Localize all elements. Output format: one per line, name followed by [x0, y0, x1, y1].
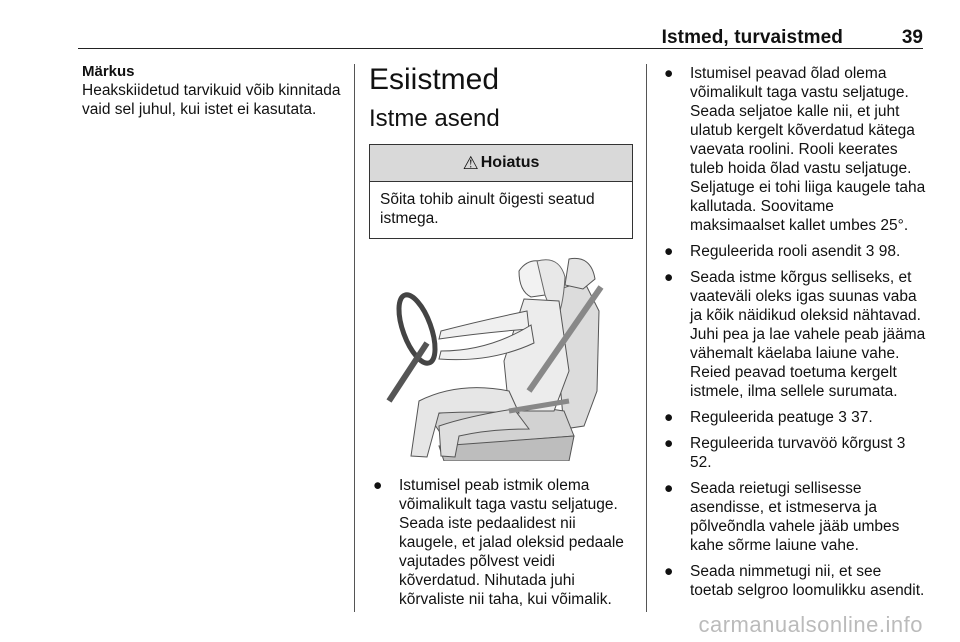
bullet: ●	[664, 480, 674, 497]
section-subtitle: Istme asend	[369, 105, 500, 132]
column-3	[660, 64, 928, 607]
list-item: ● Seada nimmetugi nii, et see toetab selgroo loomulikku asendit.	[664, 563, 925, 599]
bullet: ●	[664, 435, 674, 452]
driver-seat-illustration	[369, 251, 631, 461]
bullet: ●	[373, 477, 383, 494]
warning-box	[369, 144, 633, 239]
warning-header	[370, 145, 632, 182]
seat-position-list-2	[660, 64, 928, 600]
page-number: 39	[901, 27, 923, 48]
warning-triangle-icon: ⚠	[462, 152, 479, 173]
warning-title: Hoiatus	[480, 154, 540, 171]
bullet: ●	[664, 243, 674, 260]
list-item: ● Istumisel peavad õlad olema võimalikult taga vastu seljatuge. Seada seljatoe kalle nii, et juht ulatub kergelt kõverdatud kätega vaevata roolini. Rooli keerates tuleb hoida õlad vastu seljatuge. Seljatuge ei tohi liiga kaugele taha kallutada. Soovitame maksimaalset kallet umbes 25°.	[664, 65, 926, 234]
bullet: ●	[664, 563, 674, 580]
seat-position-list-1	[369, 476, 635, 609]
bullet: ●	[664, 65, 674, 82]
list-item: ● Seada reietugi sellisesse asendisse, et istmeserva ja põlveõndla vahele jääb umbes kahe sõrme laiune vahe.	[664, 480, 900, 554]
note-title: Märkus	[82, 63, 135, 80]
bullet: ●	[664, 409, 674, 426]
section-title: Esiistmed	[369, 63, 500, 96]
warning-text: Sõita tohib ainult õigesti seatud istmega.	[380, 191, 595, 227]
note-text: Heakskiidetud tarvikuid võib kinnitada vaid sel juhul, kui istet ei kasutata.	[82, 82, 341, 118]
bullet: ●	[664, 269, 674, 286]
chapter-title: Istmed, turvaistmed	[661, 27, 843, 48]
column-2	[369, 62, 635, 616]
page-header	[78, 26, 923, 49]
list-item: ● Istumisel peab istmik olema võimalikult taga vastu seljatuge. Seada iste pedaalidest nii kaugele, et jalad oleksid pedaale vajutades põlvest veidi kõverdatud. Nihutada juhi kõrvaliste nii taha, kui võimalik.	[373, 477, 624, 608]
column-divider-1	[354, 64, 355, 612]
column-1	[82, 62, 344, 119]
list-item: ● Seada istme kõrgus selliseks, et vaateväli oleks igas suunas vaba ja kõik näidikud oleksid nähtavad. Juhi pea ja lae vahele peab jääma vähemalt käelaba laiune vahe. Reied peavad toetuma kergelt istmele, ilma sellele surumata.	[664, 269, 926, 400]
watermark: carmanualsonline.info	[698, 612, 923, 637]
list-item: ● Reguleerida rooli asendit 3 98.	[664, 243, 901, 260]
list-item: ● Reguleerida turvavöö kõrgust 3 52.	[664, 435, 906, 471]
column-divider-2	[646, 64, 647, 612]
list-item: ● Reguleerida peatuge 3 37.	[664, 409, 873, 426]
